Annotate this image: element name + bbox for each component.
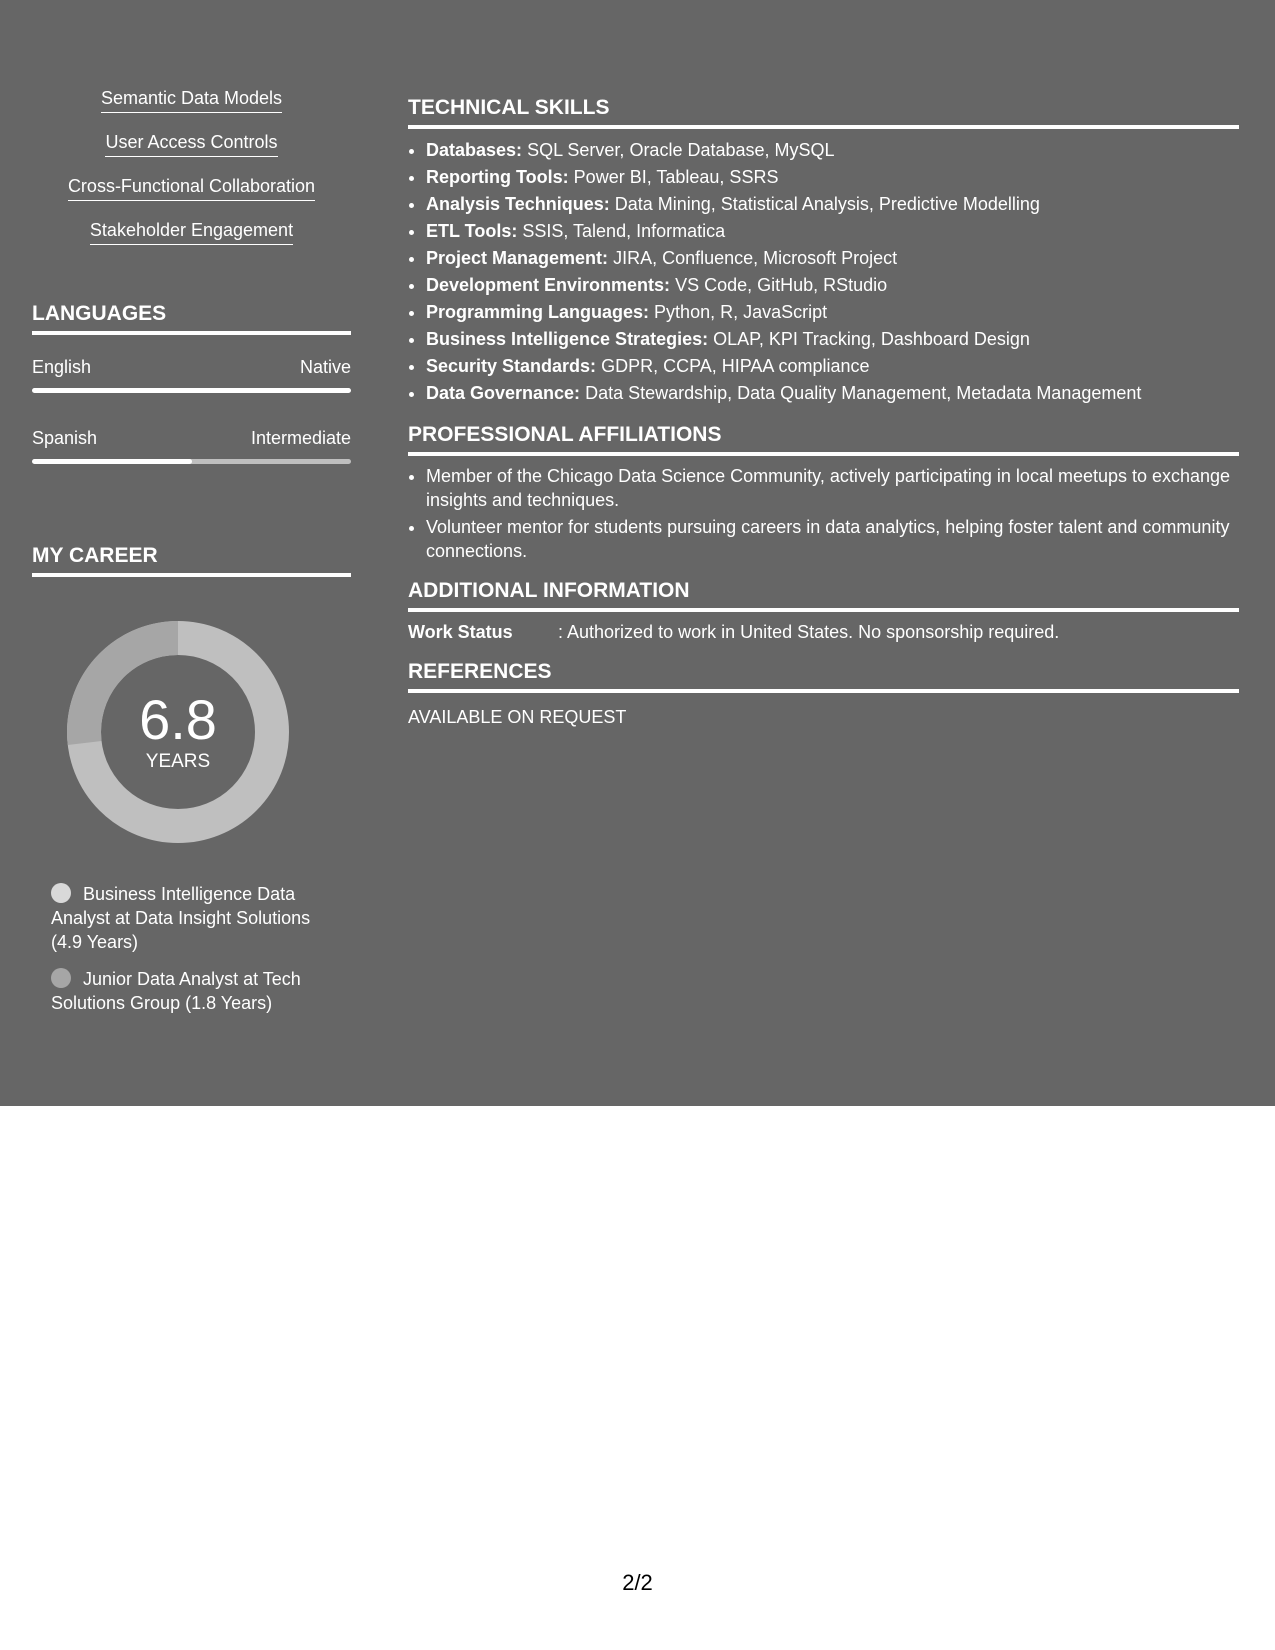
list-item: • Volunteer mentor for students pursuing careers in data analytics, helping foster talent and community connections. [426, 515, 1239, 563]
list-item: • Member of the Chicago Data Science Community, actively participating in local meetups to exchange insights and techniques. [426, 464, 1239, 512]
career-total-unit: YEARS [145, 751, 211, 772]
list-item: • Project Management: JIRA, Confluence, Microsoft Project [426, 245, 1239, 272]
list-item: • Development Environments: VS Code, GitHub, RStudio [426, 272, 1239, 299]
list-item: • Security Standards: GDPR, CCPA, HIPAA compliance [426, 353, 1239, 380]
language-name: Spanish [32, 428, 98, 448]
skill-tag: Stakeholder Engagement [90, 218, 293, 245]
work-status-row [408, 620, 1239, 644]
language-bar-fill [32, 459, 192, 464]
list-item: • ETL Tools: SSIS, Talend, Informatica [426, 218, 1239, 245]
list-item: • Data Governance: Data Stewardship, Data Quality Management, Metadata Management [426, 380, 1239, 407]
list-item: • Business Intelligence Strategies: OLAP, KPI Tracking, Dashboard Design [426, 326, 1239, 353]
references-text: AVAILABLE ON REQUEST [408, 707, 627, 727]
skill-tag: User Access Controls [105, 130, 277, 157]
references-heading: REFERENCES [408, 658, 1239, 693]
language-row [32, 356, 351, 393]
list-item: • Reporting Tools: Power BI, Tableau, SSRS [426, 164, 1239, 191]
career-heading: MY CAREER [32, 542, 351, 577]
language-bar-fill [32, 388, 351, 393]
skill-tag: Cross-Functional Collaboration [68, 174, 315, 201]
career-legend [51, 882, 341, 1028]
career-section [32, 542, 351, 1013]
legend-dot-icon [51, 883, 71, 903]
skill-tags [32, 86, 351, 262]
page-number: 2/2 [622, 1570, 653, 1595]
languages-section [32, 300, 351, 464]
language-level: Native [299, 357, 351, 377]
technical-skills-list [408, 137, 1239, 407]
language-bar [32, 388, 351, 393]
list-item: • Programming Languages: Python, R, JavaScript [426, 299, 1239, 326]
affiliations-list [408, 464, 1239, 563]
right-column [408, 94, 1239, 743]
affiliations-section [408, 421, 1239, 563]
work-status-label: Work Status [408, 622, 513, 642]
additional-info-section [408, 577, 1239, 644]
legend-label: Junior Data Analyst at Tech Solutions Group (1.8 Years) [51, 969, 301, 1013]
legend-dot-icon [51, 968, 71, 988]
career-donut [66, 620, 290, 844]
career-total-years: 6.8 [139, 688, 217, 751]
legend-item [51, 882, 341, 954]
references-section [408, 658, 1239, 729]
affiliations-heading: PROFESSIONAL AFFILIATIONS [408, 421, 1239, 456]
language-bar [32, 459, 351, 464]
additional-info-heading: ADDITIONAL INFORMATION [408, 577, 1239, 612]
list-item: • Analysis Techniques: Data Mining, Statistical Analysis, Predictive Modelling [426, 191, 1239, 218]
list-item: • Databases: SQL Server, Oracle Database, MySQL [426, 137, 1239, 164]
technical-skills-heading: TECHNICAL SKILLS [408, 94, 1239, 129]
languages-heading: LANGUAGES [32, 300, 351, 335]
language-name: English [32, 357, 92, 377]
technical-skills-section [408, 94, 1239, 407]
legend-item [51, 967, 341, 1015]
language-row [32, 427, 351, 464]
work-status-value: : Authorized to work in United States. No sponsorship required. [558, 622, 1060, 642]
legend-label: Business Intelligence Data Analyst at Data Insight Solutions (4.9 Years) [51, 884, 311, 952]
language-level: Intermediate [250, 428, 351, 448]
skill-tag: Semantic Data Models [101, 86, 282, 113]
